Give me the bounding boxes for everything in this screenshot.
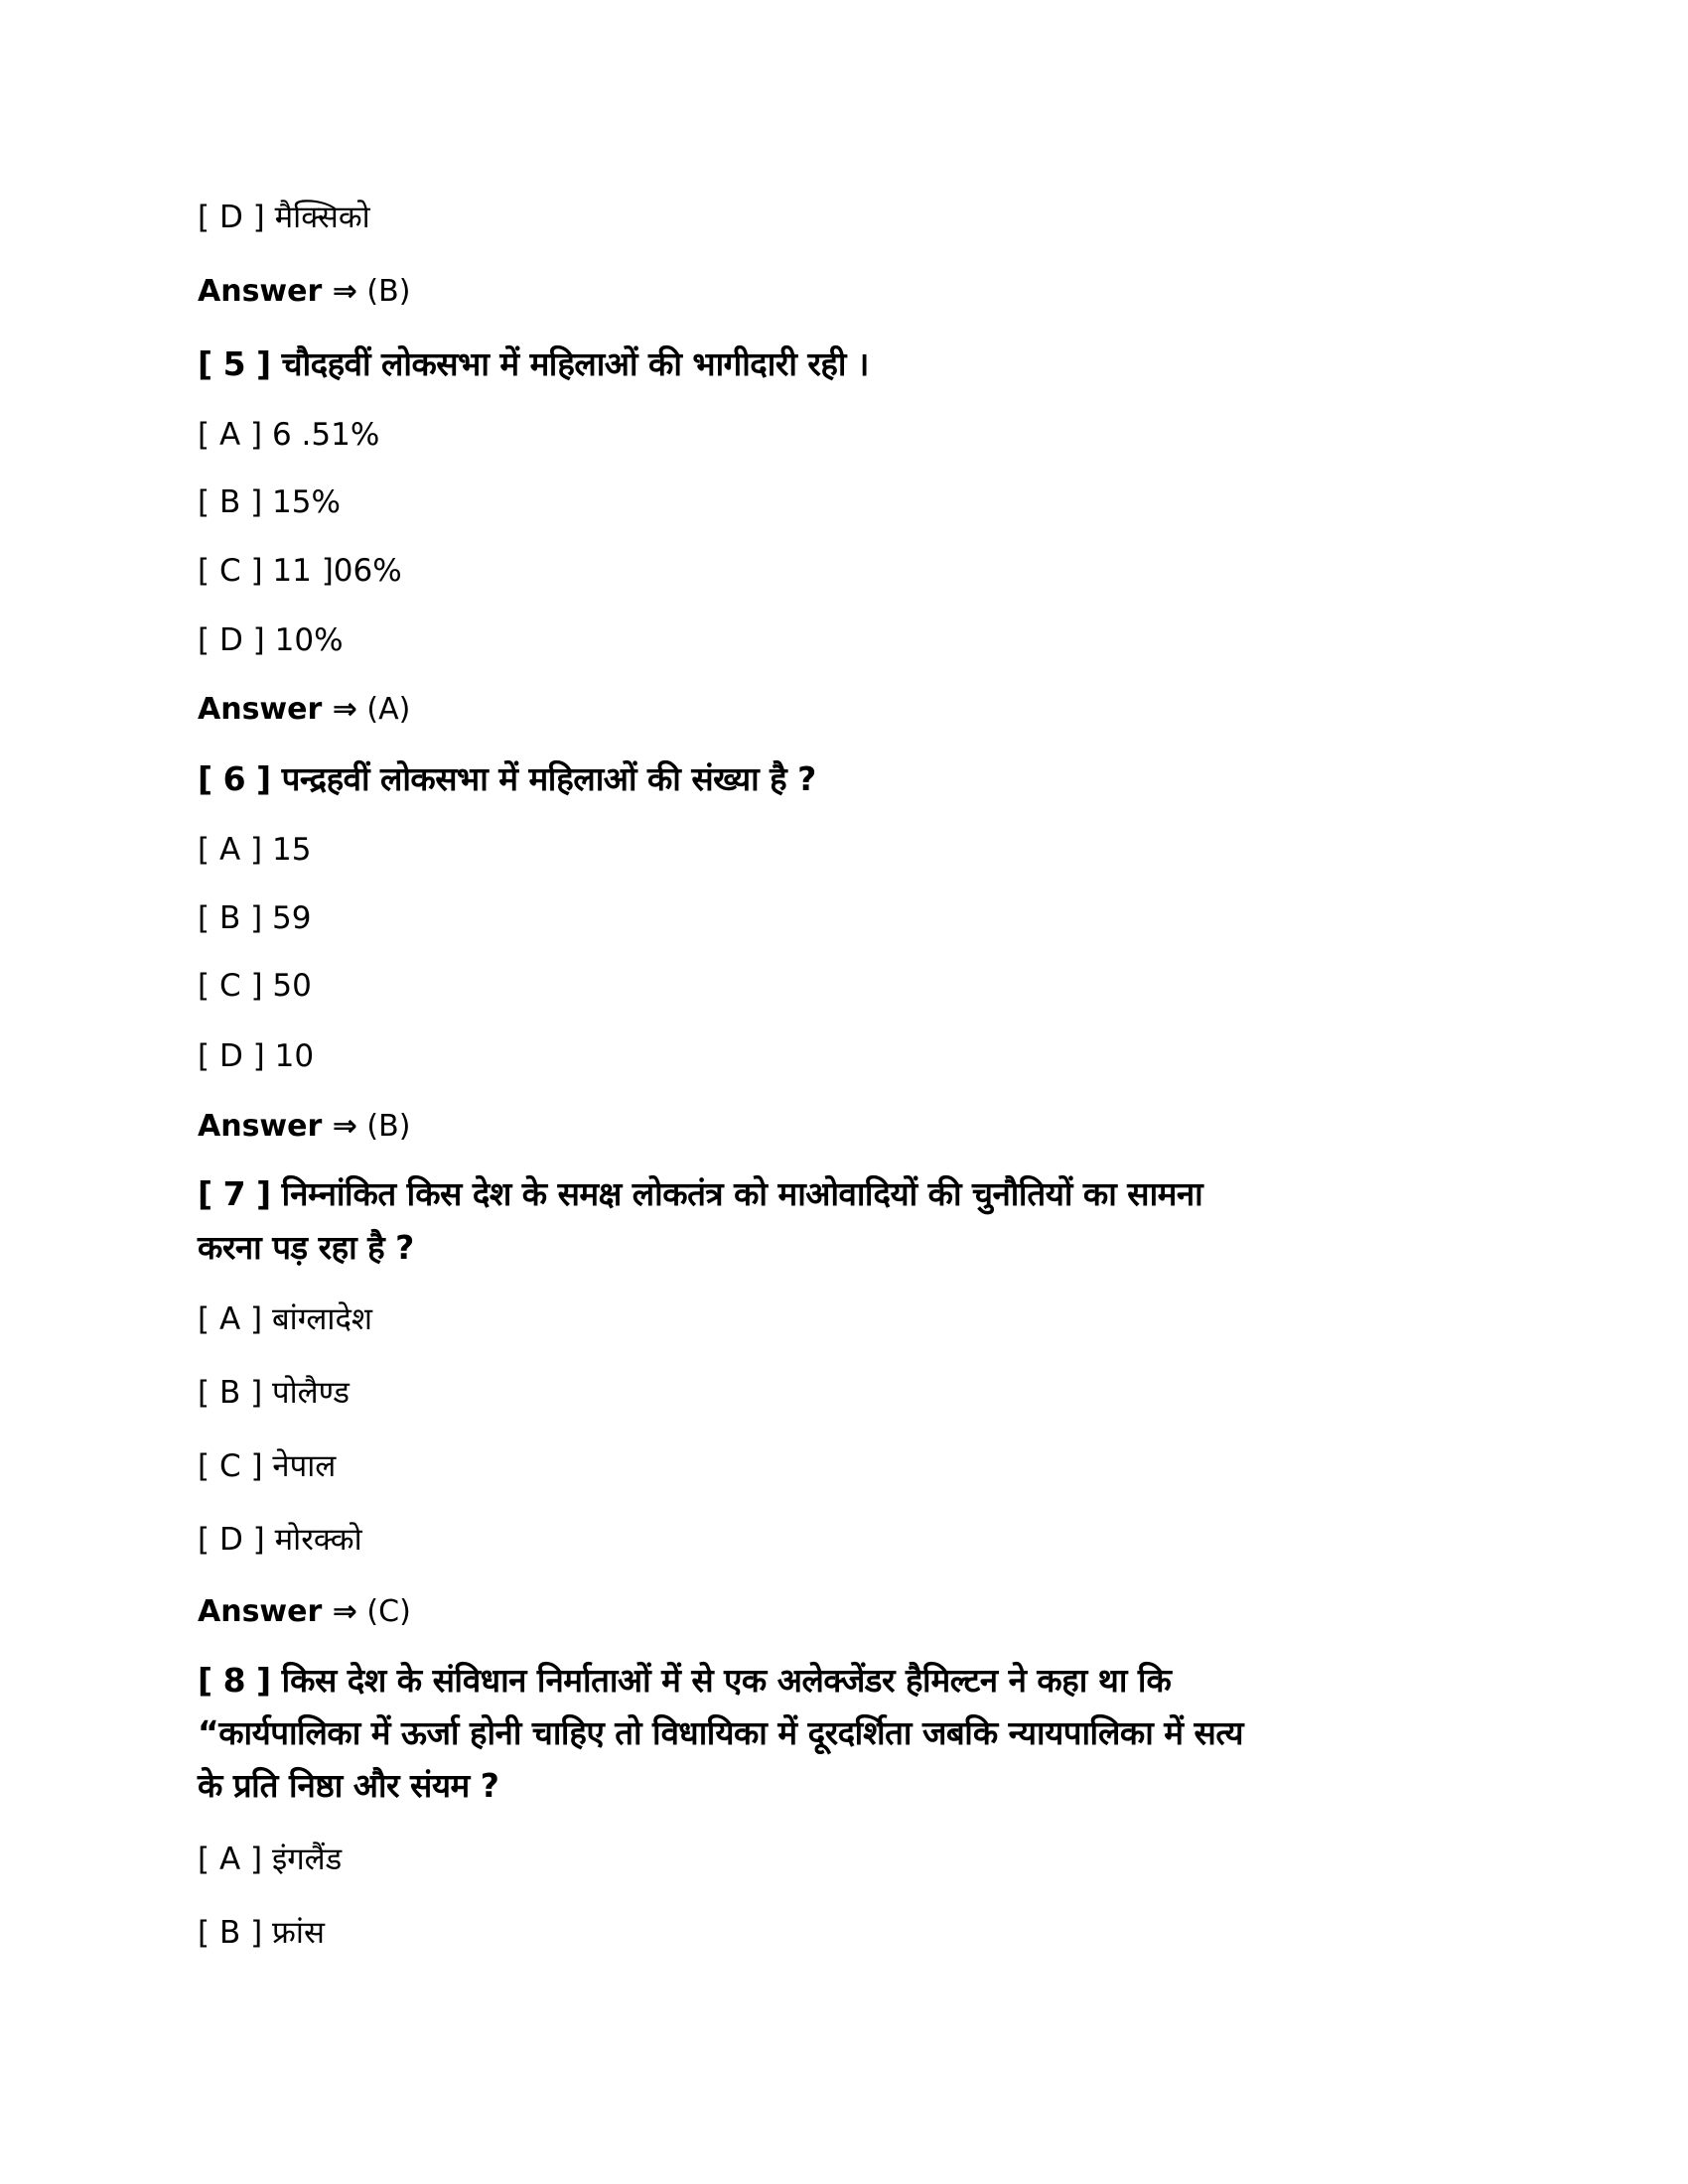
option-label: [ A ] — [198, 832, 263, 868]
question-8 — [198, 1661, 1172, 1700]
q8-option-a — [198, 1844, 342, 1875]
option-label: [ A ] — [198, 1842, 263, 1877]
answer-value: (B) — [366, 1109, 411, 1144]
q5-option-d — [198, 622, 344, 658]
answer-label: Answer ⇒ — [198, 692, 357, 727]
q6-option-d — [198, 1038, 315, 1074]
option-text: 6 .51% — [271, 417, 380, 453]
q5-answer — [198, 692, 411, 727]
question-text-line-1: निम्नांकित किस देश के समक्ष लोकतंत्र को माओवादियों की चुनौतियों का सामना — [281, 1174, 1203, 1213]
answer-prev — [198, 274, 411, 309]
q6-option-b — [198, 900, 312, 936]
option-label: [ D ] — [198, 1038, 265, 1074]
question-8-cont-2 — [198, 1766, 499, 1805]
option-text: 10 — [274, 1038, 315, 1074]
option-label: [ B ] — [198, 1375, 263, 1411]
option-text: फ्रांस — [272, 1915, 325, 1951]
q7-option-a — [198, 1301, 372, 1337]
q7-option-b — [198, 1375, 350, 1411]
question-text-line-3: के प्रति निष्ठा और संयम ? — [198, 1766, 499, 1805]
option-text: 59 — [272, 900, 312, 936]
question-6 — [198, 759, 816, 798]
q6-option-a — [198, 832, 312, 868]
option-label: [ D ] — [198, 622, 265, 658]
option-label: [ C ] — [198, 1448, 263, 1484]
option-label: [ C ] — [198, 968, 263, 1004]
answer-value: (B) — [366, 274, 411, 309]
q5-option-a — [198, 417, 380, 453]
option-text: नेपाल — [272, 1448, 337, 1484]
option-text: मैक्सिको — [274, 200, 370, 235]
option-text: 15% — [272, 484, 341, 520]
q7-option-d — [198, 1522, 362, 1558]
option-label: [ B ] — [198, 900, 263, 936]
option-label: [ C ] — [198, 553, 263, 589]
option-text: बांग्लादेश — [271, 1301, 372, 1337]
question-number: [ 5 ] — [198, 344, 271, 383]
question-text-line-1: किस देश के संविधान निर्माताओं में से एक अलेक्जेंडर हैमिल्टन ने कहा था कि — [281, 1661, 1172, 1700]
option-text: 11 ]06% — [272, 553, 402, 589]
answer-value: (C) — [366, 1594, 411, 1629]
option-label: [ D ] — [198, 1522, 265, 1558]
q7-answer — [198, 1594, 411, 1629]
option-label: [ A ] — [198, 417, 263, 453]
answer-value: (A) — [366, 692, 411, 727]
q7-option-c — [198, 1448, 337, 1484]
option-text: पोलैण्ड — [272, 1375, 350, 1411]
question-text-line-2: करना पड़ रहा है ? — [198, 1228, 414, 1267]
question-number: [ 6 ] — [198, 759, 271, 798]
question-7-cont — [198, 1228, 414, 1267]
answer-label: Answer ⇒ — [198, 274, 357, 309]
question-text-line-2: “कार्यपालिका में ऊर्जा होनी चाहिए तो विधायिका में दूरदर्शिता जबकि न्यायपालिका में सत्य — [198, 1713, 1244, 1752]
question-7 — [198, 1174, 1203, 1213]
option-label: [ A ] — [198, 1301, 263, 1337]
option-label: [ B ] — [198, 1915, 263, 1951]
answer-label: Answer ⇒ — [198, 1109, 357, 1144]
option-text: 15 — [271, 832, 312, 868]
q5-option-b — [198, 484, 341, 520]
question-text: पन्द्रहवीं लोकसभा में महिलाओं की संख्या है ? — [281, 759, 816, 798]
option-text: इंगलैंड — [271, 1842, 343, 1877]
q6-option-c — [198, 968, 312, 1004]
q6-answer — [198, 1109, 411, 1144]
option-label: [ B ] — [198, 484, 263, 520]
question-8-cont-1 — [198, 1713, 1244, 1752]
answer-label: Answer ⇒ — [198, 1594, 357, 1629]
question-number: [ 7 ] — [198, 1174, 271, 1213]
option-text: मोरक्को — [274, 1522, 362, 1558]
option-d-prev — [198, 200, 370, 235]
option-text: 10% — [274, 622, 344, 658]
question-text: चौदहवीं लोकसभा में महिलाओं की भागीदारी रही । — [281, 344, 869, 383]
question-5 — [198, 344, 869, 383]
question-number: [ 8 ] — [198, 1661, 271, 1700]
option-label: [ D ] — [198, 200, 265, 235]
q5-option-c — [198, 553, 402, 589]
q8-option-b — [198, 1915, 325, 1951]
option-text: 50 — [272, 968, 312, 1004]
